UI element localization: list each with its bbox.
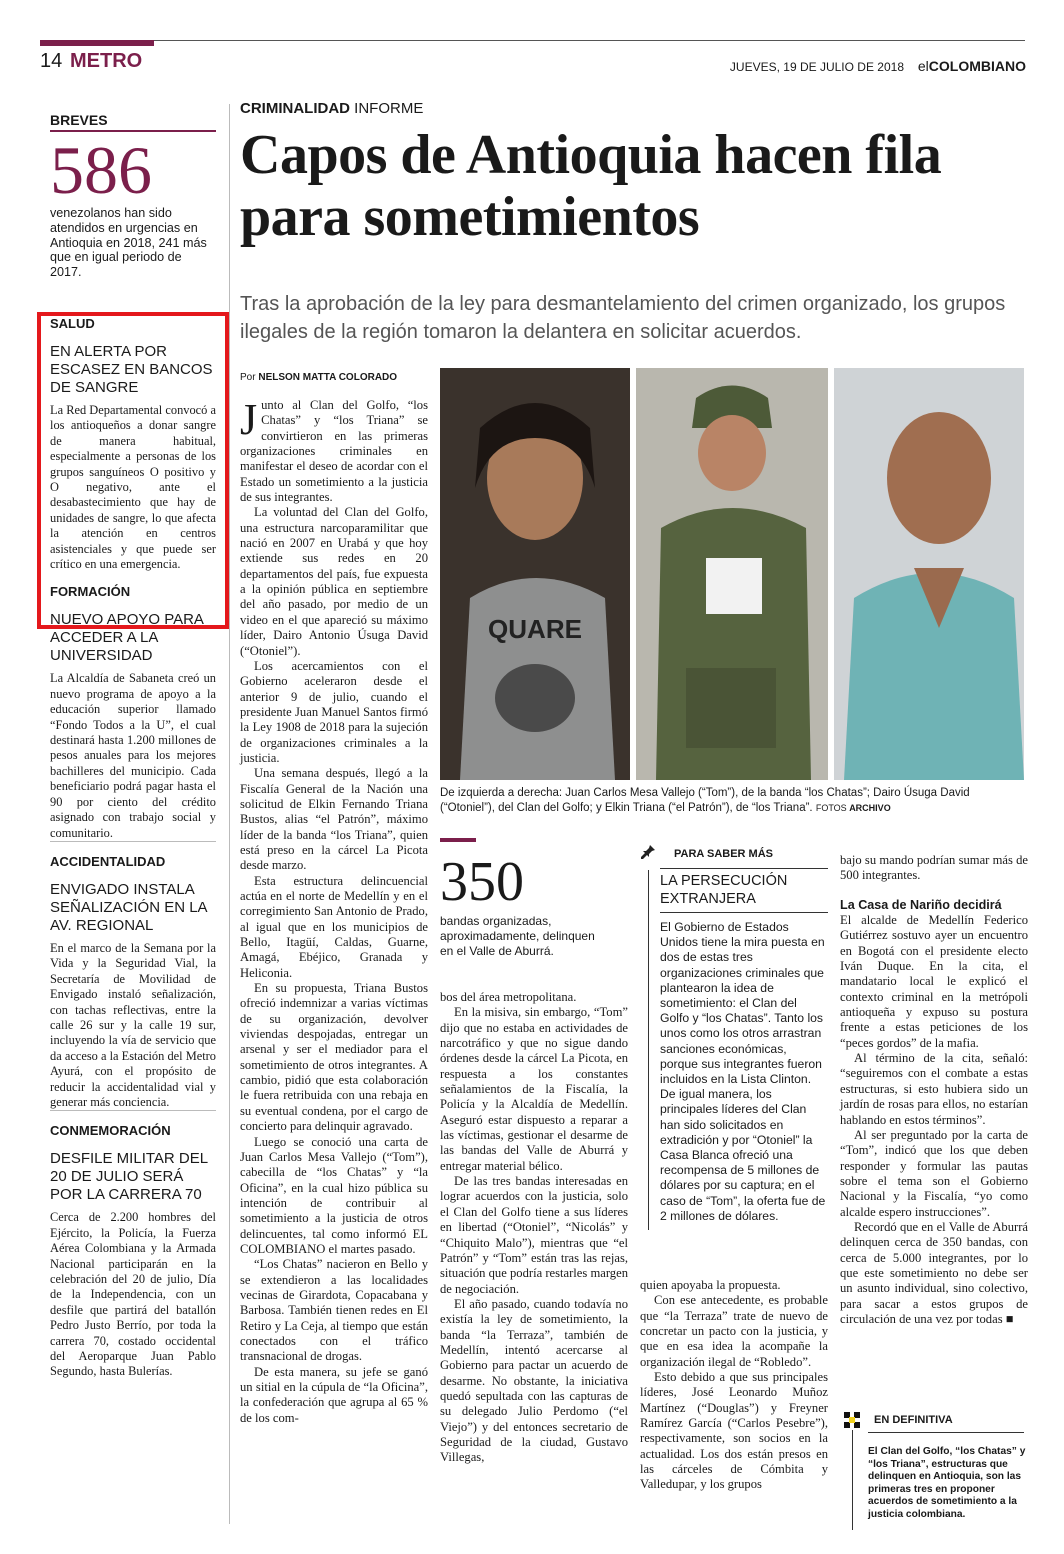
photo-otoniel-illustration <box>636 368 828 780</box>
column-divider <box>229 104 230 1524</box>
paragraph: El año pasado, cuando todavía no existía la ley de sometimiento, la banda “la Terraza”, también de Medellín, intentó acercarse al Gobierno para pactar un acuerdo de desarme. No obstante, la iniciativa quedó sepultada con las capturas de su delegado Julio Perdomo (“el Viejo”) y del entonces secretario de Seguridad de la ciudad, Gustavo Villegas, <box>440 1296 628 1465</box>
paragraph: bos del área metropolitana. <box>440 990 577 1004</box>
brief-title: NUEVO APOYO PARA ACCEDER A LA UNIVERSIDAD <box>50 611 204 665</box>
end-mark: ■ <box>1005 1311 1014 1326</box>
sidebar-breves <box>50 112 216 1380</box>
article-column-d <box>840 853 1028 1327</box>
brief-title: EN ALERTA POR ESCASEZ EN BANCOS DE SANGRE <box>50 342 213 396</box>
pin-icon <box>640 844 656 860</box>
brief-title: DESFILE MILITAR DEL 20 DE JULIO SERÁ POR LA CARRERA 70 <box>50 1150 208 1204</box>
paragraph: quien apoyaba la propuesta. <box>640 1278 781 1292</box>
paragraph: “Los Chatas” nacieron en Bello y se extendieron a las localidades vecinas de Girardota, Copacabana y Barbosa. También tienen redes en El Retiro y La Ceja, al tiempo que están conectados con el tráfico transnacional de drogas. <box>240 1257 428 1364</box>
article-column-b <box>440 990 628 1466</box>
paragraph: Los acercamientos con el Gobierno aceleraron desde el anterior 9 de julio, cuando el presidente Juan Manuel Santos firmó la Ley 1908 de 2018 para la sujeción de organizaciones criminales a la justicia. <box>240 658 428 765</box>
stat-description: venezolanos han sido atendidos en urgencias en Antioquia en 2018, 241 más que en igual periodo de 2017. <box>50 206 207 280</box>
stat-rule <box>440 838 476 842</box>
brief-body: Cerca de 2.200 hombres del Ejército, la Policía, la Fuerza Aérea Colombiana y la Armada Nacional participarán en la celebración del 20 de julio, Día de la Independencia, con un desfile que partirá del batallón Pedro Justo Berrío, por toda la carrera 70, costado occidental del Aeroparque Juan Pablo Segundo, hasta Bulerías. <box>50 1210 216 1379</box>
brand-prefix: el <box>917 58 929 74</box>
paragraph-text: Recordó que en el Valle de Aburrá delinquen cerca de 350 bandas, con cerca de 5.000 integrantes, por lo que este sometimiento no debe ser un asunto individual, sino colectivo, para sacar a estos grupos de circulación de una vez por todas <box>840 1219 1028 1326</box>
paragraph: En la misiva, sin embargo, “Tom” dijo que no estaba en actividades de narcotráfico y que no sigue dando órdenes desde la cárcel La Picota, en respuesta a los constantes señalamientos de la Fiscalía, la Policía y la Alcaldía de Medellín. Aseguró estar dispuesto a reparar a las víctimas, gestionar el desarme de las bandas del Valle de Aburrá y entregar material bélico. <box>440 1005 628 1173</box>
shirt-text: QUARE <box>488 614 582 644</box>
brief-kicker: CONMEMORACIÓN <box>50 1123 171 1139</box>
section-color-bar <box>40 40 154 46</box>
photo-credit <box>816 803 891 813</box>
checklist-icon <box>842 1410 862 1430</box>
paragraph-text: unto al Clan del Golfo, “los Chatas” y “los Triana” se convirtieron en las primeras organizaciones criminales en manifestar el deseo de acordar con el Estado un sometimiento a la justicia de sus integrantes. <box>240 398 428 505</box>
publication-date: JUEVES, 19 DE JULIO DE 2018 <box>729 60 904 74</box>
credit-bold: ARCHIVO <box>849 802 891 813</box>
para-saber-mas-body: El Gobierno de Estados Unidos tiene la mira puesta en dos de estas tres organizaciones criminales que plantearon la idea de sometimiento: el Clan del Golfo y “los Chatas”. Tanto los unos como los otros arrastran sanciones económicas, porque sus integrantes fueron incluidos en la Lista Clinton. De igual manera, los principales líderes del Clan han sido solicitados en extradición y por “Otoniel” la Casa Blanca ofreció una recompensa de 5 millones de dólares por su captura; en el caso de “Tom”, la oferta fue de 2 millones de dólares. <box>660 920 826 1223</box>
photo-tom <box>440 368 630 780</box>
paragraph: Esto debido a que sus principales líderes, José Leonardo Muñoz Martínez (“Douglas”) y Freyner Ramírez García (“Carlos Pesebre”), respectivamente, son socios en la actualidad. Los dos están presos en las cárceles de Cómbita y Valledupar, y los grupos <box>640 1370 828 1492</box>
brief-kicker: SALUD <box>50 315 95 331</box>
paragraph: De las tres bandas interesadas en lograr acuerdos con la justicia, solo el Clan del Golfo tiene a sus líderes en libertad (“Otoniel”, “Nicolás” y “Chiquito Malo”), mientras que “el Patrón” y “Tom” están tras las rejas, situación que podría restarles margen de negociación. <box>440 1174 628 1296</box>
box-rule <box>868 1432 1024 1433</box>
paragraph <box>240 395 428 505</box>
paragraph: bajo su mando podrían sumar más de 500 integrantes. <box>840 853 1028 883</box>
paragraph: Luego se conoció una carta de Juan Carlos Mesa Vallejo (“Tom”), cabecilla de “los Chatas” y “la Oficina”, en la cual hizo pública su intención de contribuir al sometimiento a la justicia de otros delincuentes, tal como informó EL COLOMBIANO el martes pasado. <box>240 1134 428 1256</box>
article-kicker <box>240 100 423 117</box>
highlight-box-salud <box>37 312 229 629</box>
brief-kicker: ACCIDENTALIDAD <box>50 853 166 869</box>
newspaper-brand <box>918 58 1026 74</box>
photo-tom-illustration <box>440 368 630 780</box>
box-rule <box>660 868 828 869</box>
paragraph: Esta estructura delincuencial actúa en el norte de Medellín y en el corregimiento San Antonio de Prado, al igual que en los municipios de Bello, Itagüí, Caldas, Guarne, Amagá, Ebéjico, Granada y Heliconia. <box>240 873 428 980</box>
paragraph: El alcalde de Medellín Federico Gutiérrez sostuvo ayer un encuentro en Bogotá con el presidente electo Iván Duque. En la cita, el mandatario local le explicó el contexto criminal en la metrópoli antioqueña y expuso su postura frente a estas peticiones de los “peces gordos” de la mafia. <box>840 913 1028 1050</box>
paragraph: Al término de la cita, señaló: “seguiremos con el combate a estas estructuras, si esto hubiera sido un jardín de rosas para ellos, no estarían hablando en estos términos”. <box>840 1051 1028 1127</box>
photo-el-patron-illustration <box>834 368 1024 780</box>
brief-body: La Alcaldía de Sabaneta creó un nuevo programa de apoyo a la educación superior llamado “Fondo Todos a la U”, el cual destinará hasta 1.200 millones de pesos anuales para los mejores bachilleres del municipio. Cada beneficiario podrá pagar hasta el 90 por ciento del crédito asignado con trabajo social y comunitario. <box>50 671 216 840</box>
para-saber-mas-title: LA PERSECUCIÓN EXTRANJERA <box>660 873 788 907</box>
byline-prefix: Por <box>240 372 256 383</box>
brief-kicker: FORMACIÓN <box>50 584 131 600</box>
section-name: METRO <box>70 50 143 72</box>
paragraph <box>840 1220 1028 1327</box>
article-column-c <box>640 1278 828 1493</box>
breves-label: BREVES <box>50 112 216 132</box>
en-definitiva-label: EN DEFINITIVA <box>874 1414 953 1426</box>
column-subhead: La Casa de Nariño decidirá <box>840 897 1002 912</box>
box-rule <box>660 912 828 913</box>
paragraph: Al ser preguntado por la carta de “Tom”, indicó que los que deben responder y formular las pautas sobre el tema son el Gobierno Nacional y la Fiscalía, “yo como alcalde espero instrucciones”. <box>840 1127 1028 1219</box>
stat-description-350: bandas organizadas, aproximadamente, delinquen en el Valle de Aburrá. <box>440 914 595 958</box>
credit-light: FOTOS <box>815 802 847 813</box>
paragraph: La voluntad del Clan del Golfo, una estructura narcoparamilitar que nació en 2007 en Urabá y que hoy extiende sus redes en 20 departamentos del país, fue expuesta a la opinión pública en septiembre del año pasado, por medio de un video en el que apareció su máximo líder, Dairo Antonio Úsuga David (“Otoniel”). <box>240 505 428 658</box>
brief-title: ENVIGADO INSTALA SEÑALIZACIÓN EN LA AV. REGIONAL <box>50 880 207 934</box>
page-number: 14 <box>40 50 63 72</box>
para-saber-mas-box <box>640 840 828 1260</box>
kicker-bold: CRIMINALIDAD <box>240 100 350 117</box>
byline-name: NELSON MATTA COLORADO <box>258 372 398 383</box>
box-vertical-line <box>852 1430 853 1530</box>
article-dek: Tras la aprobación de la ley para desmantelamiento del crimen organizado, los grupos ilegales de la región tomaron la delantera en solicitar acuerdos. <box>240 293 1006 343</box>
byline <box>240 372 397 383</box>
photo-el-patron <box>834 368 1024 780</box>
paragraph: Con ese antecedente, es probable que “la Terraza” trate de nuevo de concretar un pacto con la justicia, y que en esa idea la acompañe la organización ilegal de “Robledo”. <box>640 1293 828 1369</box>
brand-name: COLOMBIANO <box>928 58 1026 74</box>
paragraph: Una semana después, llegó a la Fiscalía General de la Nación una solicitud de Elkin Fernando Triana Bustos, alias “el Patrón”, máximo líder de la banda “los Triana”, quien está preso en la cárcel La Picota desde marzo. <box>240 766 428 873</box>
top-rule <box>40 40 1025 41</box>
en-definitiva-body: El Clan del Golfo, “los Chatas” y “los Triana”, estructuras que delinquen en Antioquia, son las primeras tres en proponer acuerdos de sometimiento a la justicia colombiana. <box>868 1446 1026 1520</box>
stat-number: 586 <box>50 132 152 208</box>
photo-caption <box>440 786 1026 815</box>
para-saber-mas-label: PARA SABER MÁS <box>674 848 774 860</box>
box-vertical-line <box>648 870 649 1230</box>
caption-text: De izquierda a derecha: Juan Carlos Mesa Vallejo (“Tom”), de la banda “los Chatas”; Dairo Úsuga David (“Otoniel”), del Clan del Golfo; y Elkin Triana (“el Patrón”), de “los Triana”. <box>440 787 970 814</box>
article-headline: Capos de Antioquia hacen fila para sometimientos <box>240 124 942 248</box>
stat-number-350: 350 <box>440 851 524 913</box>
paragraph: En su propuesta, Triana Bustos ofreció indemnizar a varias víctimas de su organización, devolver viviendas despojadas, entregar un arsenal y ser el mediador para el sometimiento de otros integrantes. A cambio, pidió que esta colaboración le fuera retribuida con una rebaja en su eventual condena, por el cargo de concierto para delinquir agravado. <box>240 981 428 1134</box>
article-column-a <box>240 395 428 1426</box>
paragraph: De esta manera, su jefe se ganó un sitial en la cúpula de “la Oficina”, la confederación que agrupa al 65 % de los com- <box>240 1364 428 1425</box>
brief-body: En el marco de la Semana por la Vida y la Seguridad Vial, la Secretaría de Movilidad de Envigado instaló señalización, con tachas reflectivas, entre la calle 26 sur y la calle 19 sur, incluyendo la vía de servicio que da acceso a la Estación del Metro Ayurá, con el propósito de reducir la accidentalidad vial y generar más conciencia. <box>50 940 216 1109</box>
drop-cap: J <box>240 395 258 444</box>
kicker-light: INFORME <box>354 100 424 117</box>
photo-otoniel <box>636 368 828 780</box>
brief-body: La Red Departamental convocó a los antioqueños a donar sangre de manera habitual, especialmente a personas de los grupos sanguíneos O positivo y O negativo, ante el desabastecimiento que hay de unidades de sangre, lo que afecta la atención en centros asistenciales y que puede ser crítico en una emergencia. <box>50 402 216 572</box>
